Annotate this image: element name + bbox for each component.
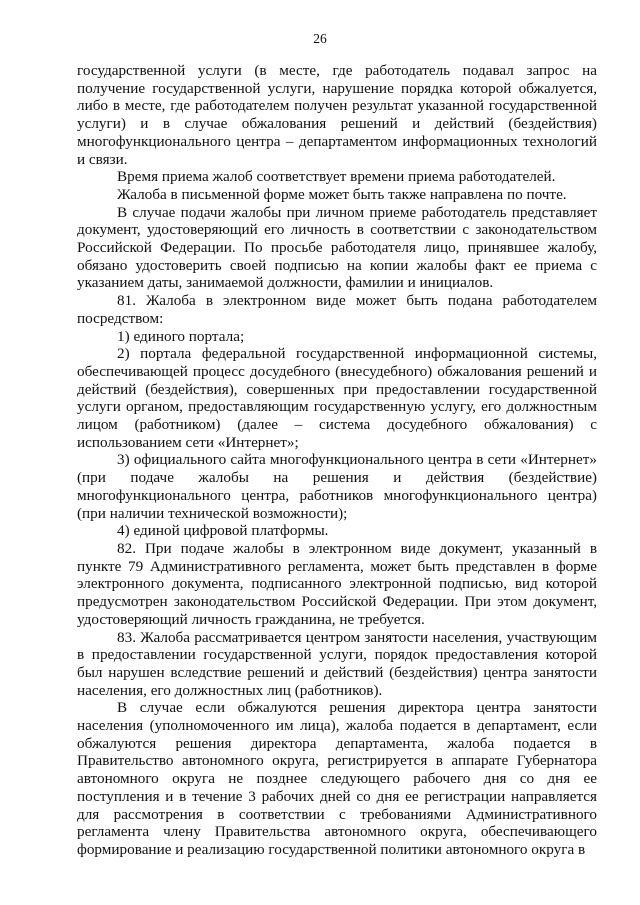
paragraph-item-82: 82. При подаче жалобы в электронном виде документ, указанный в пункте 79 Административного регламента, может быть представлен в форме электронного документа, подписанного электронной подписью, вид которой предусмотрен законодательством Российской Федерации. При этом документ, удостоверяющий личность гражданина, не требуется.: [77, 539, 597, 628]
paragraph-item-83: 83. Жалоба рассматривается центром занятости населения, участвующим в предоставлении государственной услуги, порядок предоставления которой был нарушен вследствие решений и действий (бездействия) центра занятости населения, его должностных лиц (работников).: [77, 628, 597, 699]
list-item-81-1: 1) единого портала;: [117, 327, 245, 345]
document-body: [77, 62, 597, 859]
paragraph-item-81: 81. Жалоба в электронном виде может быть подана работодателем посредством:: [77, 292, 597, 327]
paragraph-personal-reception: В случае подачи жалобы при личном приеме работодатель представляет документ, удостоверяющий его личность в соответствии с законодательством Российской Федерации. По просьбе работодателя лицо, принявшее жалобу, обязано удостоверить своей подписью на копии жалобы факт ее приема с указанием даты, занимаемой должности, фамилии и инициалов.: [77, 203, 597, 292]
paragraph-complaint-hours: Время приема жалоб соответствует времени приема работодателей.: [117, 168, 556, 186]
paragraph-director-appeal: В случае если обжалуются решения директора центра занятости населения (уполномоченного им лица), жалоба подается в департамент, если обжалуются решения директора департамента, жалоба подается в Правительство автономного округа, регистрируется в аппарате Губернатора автономного округа не позднее следующего рабочего дня со дня ее поступления и в течение 3 рабочих дней со дня ее регистрации направляется для рассмотрения в соответствии с требованиями Административного регламента члену Правительства автономного округа, обеспечивающего формирование и реализацию государственной политики автономного округа в: [77, 699, 597, 858]
page-number: 26: [313, 31, 327, 46]
paragraph-continued: государственной услуги (в месте, где работодатель подавал запрос на получение государственной услуги, нарушение порядка которой обжалуется, либо в месте, где работодателем получен результат указанной государственной услуги) и в случае обжалования решений и действий (бездействия) многофункционального центра – департаментом информационных технологий и связи.: [77, 62, 597, 168]
list-item-81-4: 4) единой цифровой платформы.: [117, 522, 329, 540]
list-item-81-2: 2) портала федеральной государственной информационной системы, обеспечивающей процесс досудебного (внесудебного) обжалования решений и действий (бездействия), совершенных при предоставлении государственной услуги органом, предоставляющим государственную услугу, его должностным лицом (работником) (далее – система досудебного обжалования) с использованием сети «Интернет»;: [77, 345, 597, 451]
list-item-81-3: 3) официального сайта многофункционального центра в сети «Интернет» (при подаче жалобы на решения и действия (бездействие) многофункционального центра, работников многофункционального центра) (при наличии технической возможности);: [77, 451, 597, 522]
paragraph-postal-complaint: Жалоба в письменной форме может быть также направлена по почте.: [117, 185, 567, 203]
